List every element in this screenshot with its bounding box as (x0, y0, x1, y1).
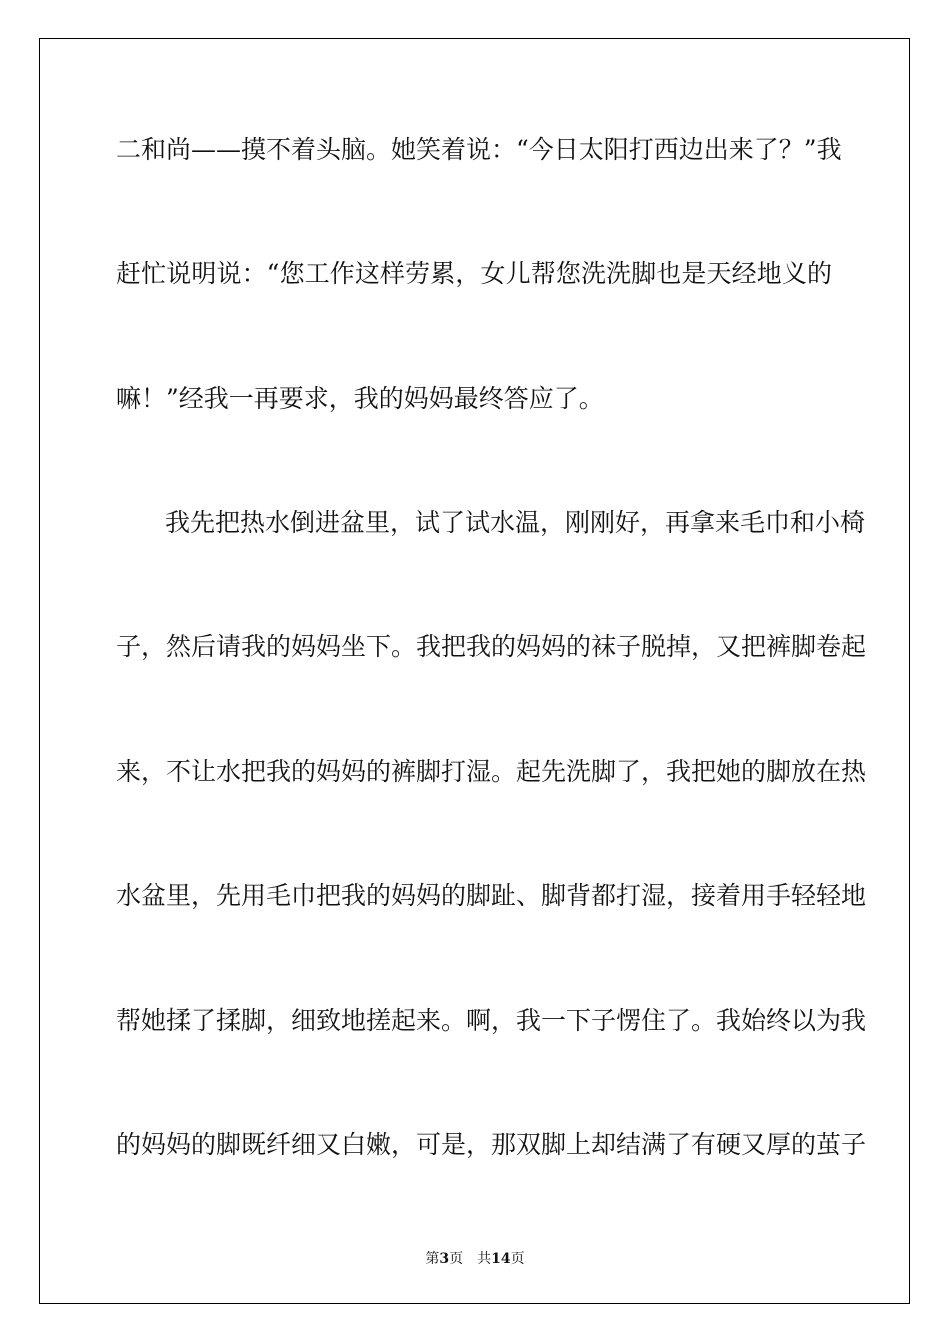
text-line-7: 水盆里，先用毛巾把我的妈妈的脚趾、脚背都打湿，接着用手轻轻地 (116, 881, 867, 910)
page-footer (0, 1248, 950, 1268)
text-line-2: 赶忙说明说：“您工作这样劳累，女儿帮您洗洗脚也是天经地义的 (116, 259, 832, 288)
page-border (39, 38, 910, 1304)
text-line-1: 二和尚——摸不着头脑。她笑着说：“今日太阳打西边出来了？”我 (116, 135, 842, 164)
text-line-3: 嘛！”经我一再要求，我的妈妈最终答应了。 (116, 384, 604, 413)
page-suffix: 页 (449, 1251, 464, 1267)
total-prefix: 共 (477, 1251, 492, 1267)
text-line-8: 帮她揉了揉脚，细致地搓起来。啊，我一下子愣住了。我始终以为我 (116, 1006, 867, 1035)
text-line-9: 的妈妈的脚既纤细又白嫩，可是，那双脚上却结满了有硬又厚的茧子 (116, 1130, 867, 1159)
total-pages: 14 (491, 1251, 511, 1267)
text-line-5: 子，然后请我的妈妈坐下。我把我的妈妈的袜子脱掉，又把裤脚卷起 (116, 632, 867, 661)
text-line-4: 我先把热水倒进盆里，试了试水温，刚刚好，再拿来毛巾和小椅 (165, 508, 866, 537)
page-number: 3 (439, 1251, 450, 1267)
text-line-6: 来，不让水把我的妈妈的裤脚打湿。起先洗脚了，我把她的脚放在热 (116, 757, 867, 786)
page-prefix: 第 (425, 1251, 440, 1267)
total-suffix: 页 (510, 1251, 525, 1267)
